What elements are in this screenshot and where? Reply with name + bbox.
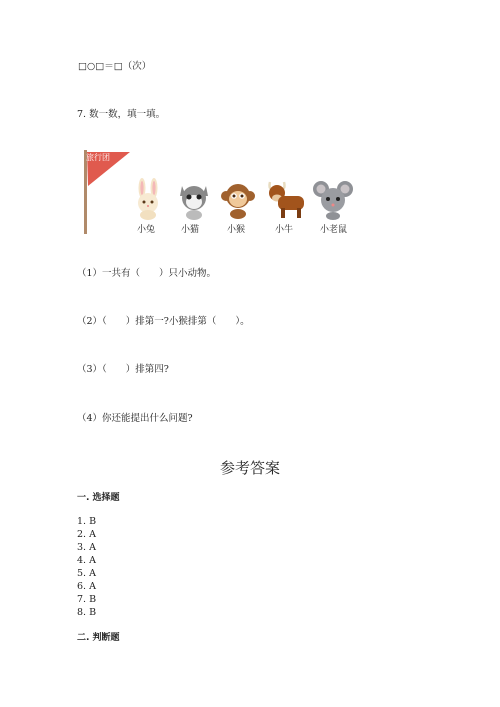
animal-label-rabbit: 小兔 xyxy=(137,225,156,235)
animal-label-ox: 小牛 xyxy=(275,225,294,235)
flag-label: 旅行团 xyxy=(86,153,110,162)
answer-key-title: 参考答案 xyxy=(219,459,280,477)
expression-line: □○□＝□（次） xyxy=(78,61,152,72)
answer-item: 7. B xyxy=(77,594,97,605)
ox-icon xyxy=(262,178,308,220)
animal-label-mouse: 小老鼠 xyxy=(320,225,348,235)
answer-item: 4. A xyxy=(77,555,96,566)
cat-icon xyxy=(174,178,214,220)
animal-label-monkey: 小猴 xyxy=(227,225,246,235)
answer-item: 6. A xyxy=(77,581,96,592)
subquestion-2: （2）（ ）排第一?小猴排第（ ）。 xyxy=(77,316,250,327)
answer-item: 2. A xyxy=(77,529,96,540)
rabbit-icon xyxy=(128,178,168,220)
subquestion-4: （4）你还能提出什么问题? xyxy=(77,413,193,424)
mouse-icon xyxy=(312,178,354,220)
answer-item: 3. A xyxy=(77,542,96,553)
question-7-title: 7. 数一数，填一填。 xyxy=(77,109,166,120)
answer-item: 1. B xyxy=(77,516,97,527)
section-judgment-heading: 二. 判断题 xyxy=(77,633,120,643)
answer-item: 8. B xyxy=(77,607,97,618)
animal-label-cat: 小猫 xyxy=(181,225,200,235)
answer-item: 5. A xyxy=(77,568,96,579)
section-choice-heading: 一. 选择题 xyxy=(77,493,120,503)
monkey-icon xyxy=(218,178,258,220)
subquestion-3: （3）（ ）排第四? xyxy=(77,364,169,375)
subquestion-1: （1）一共有（ ）只小动物。 xyxy=(77,268,217,279)
